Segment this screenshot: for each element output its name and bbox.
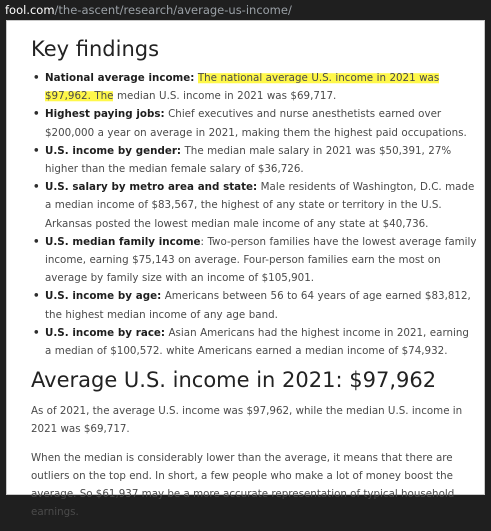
finding-highest-paying-jobs xyxy=(31,105,477,141)
finding-text: Asian Americans had the highest income in 2021, earning a median of $100,572. white Americans earned a median income of $74,932. xyxy=(45,326,469,358)
bullet-icon: • xyxy=(33,144,40,157)
finding-income-by-gender xyxy=(31,142,477,178)
finding-text: : Two-person families have the lowest average family income, earning $75,143 on average. Four-person families earn the most on average by family size with an income of $105,901. xyxy=(45,235,477,285)
finding-income-by-age xyxy=(31,287,477,323)
median-paragraph: When the median is considerably lower than the average, it means that there are outliers on the top end. In short, a few people who make a lot of money boost the average. So $61,937 may be a more accurate representation of typical household earnings. xyxy=(31,451,455,519)
article-content xyxy=(31,21,477,531)
finding-national-average xyxy=(31,69,477,105)
finding-salary-by-metro xyxy=(31,178,477,233)
finding-text: Chief executives and nurse anesthetists earned over $200,000 a year on average in 2021, making them the highest paid occupations. xyxy=(45,108,467,139)
bullet-icon: • xyxy=(33,181,40,194)
average-income-heading: Average U.S. income in 2021: $97,962 xyxy=(31,368,437,393)
bullet-icon: • xyxy=(33,108,40,121)
url-path: /the-ascent/research/average-us-income/ xyxy=(54,3,292,17)
finding-label: U.S. income by race: xyxy=(45,326,166,339)
finding-label: U.S. salary by metro area and state: xyxy=(45,181,258,194)
address-bar[interactable] xyxy=(0,0,491,20)
article-page xyxy=(6,20,485,519)
bullet-icon: • xyxy=(33,235,40,248)
finding-label: U.S. income by age: xyxy=(45,290,162,303)
finding-label: U.S. income by gender: xyxy=(45,144,182,157)
findings-list xyxy=(31,69,477,360)
finding-label: Highest paying jobs: xyxy=(45,108,165,121)
highlighted-text: The national average U.S. income in 2021 was $97,962. The xyxy=(45,72,440,103)
finding-label: National average income: xyxy=(45,72,195,84)
finding-text: Americans between 56 to 64 years of age earned $83,812, the highest median income of any age band. xyxy=(45,290,471,321)
average-paragraph: As of 2021, the average U.S. income was $97,962, while the median U.S. income in 2021 was $69,717. xyxy=(31,405,463,436)
finding-label: U.S. median family income xyxy=(45,235,201,248)
key-findings-heading: Key findings xyxy=(31,37,160,61)
finding-median-family-income xyxy=(31,233,477,288)
finding-text: Male residents of Washington, D.C. made a median income of $83,567, the highest of any state or territory in the U.S. Arkansas posted the lowest median male income of any state at $40,736. xyxy=(45,181,475,230)
bullet-icon: • xyxy=(33,326,40,339)
bullet-icon: • xyxy=(33,72,40,84)
finding-income-by-race xyxy=(31,324,477,360)
finding-text: The median male salary in 2021 was $50,391, 27% higher than the median female salary of $36,726. xyxy=(45,144,452,176)
bullet-icon: • xyxy=(33,290,40,303)
url-host: fool.com xyxy=(5,3,55,17)
finding-text: median U.S. income in 2021 was $69,717. xyxy=(116,90,337,103)
